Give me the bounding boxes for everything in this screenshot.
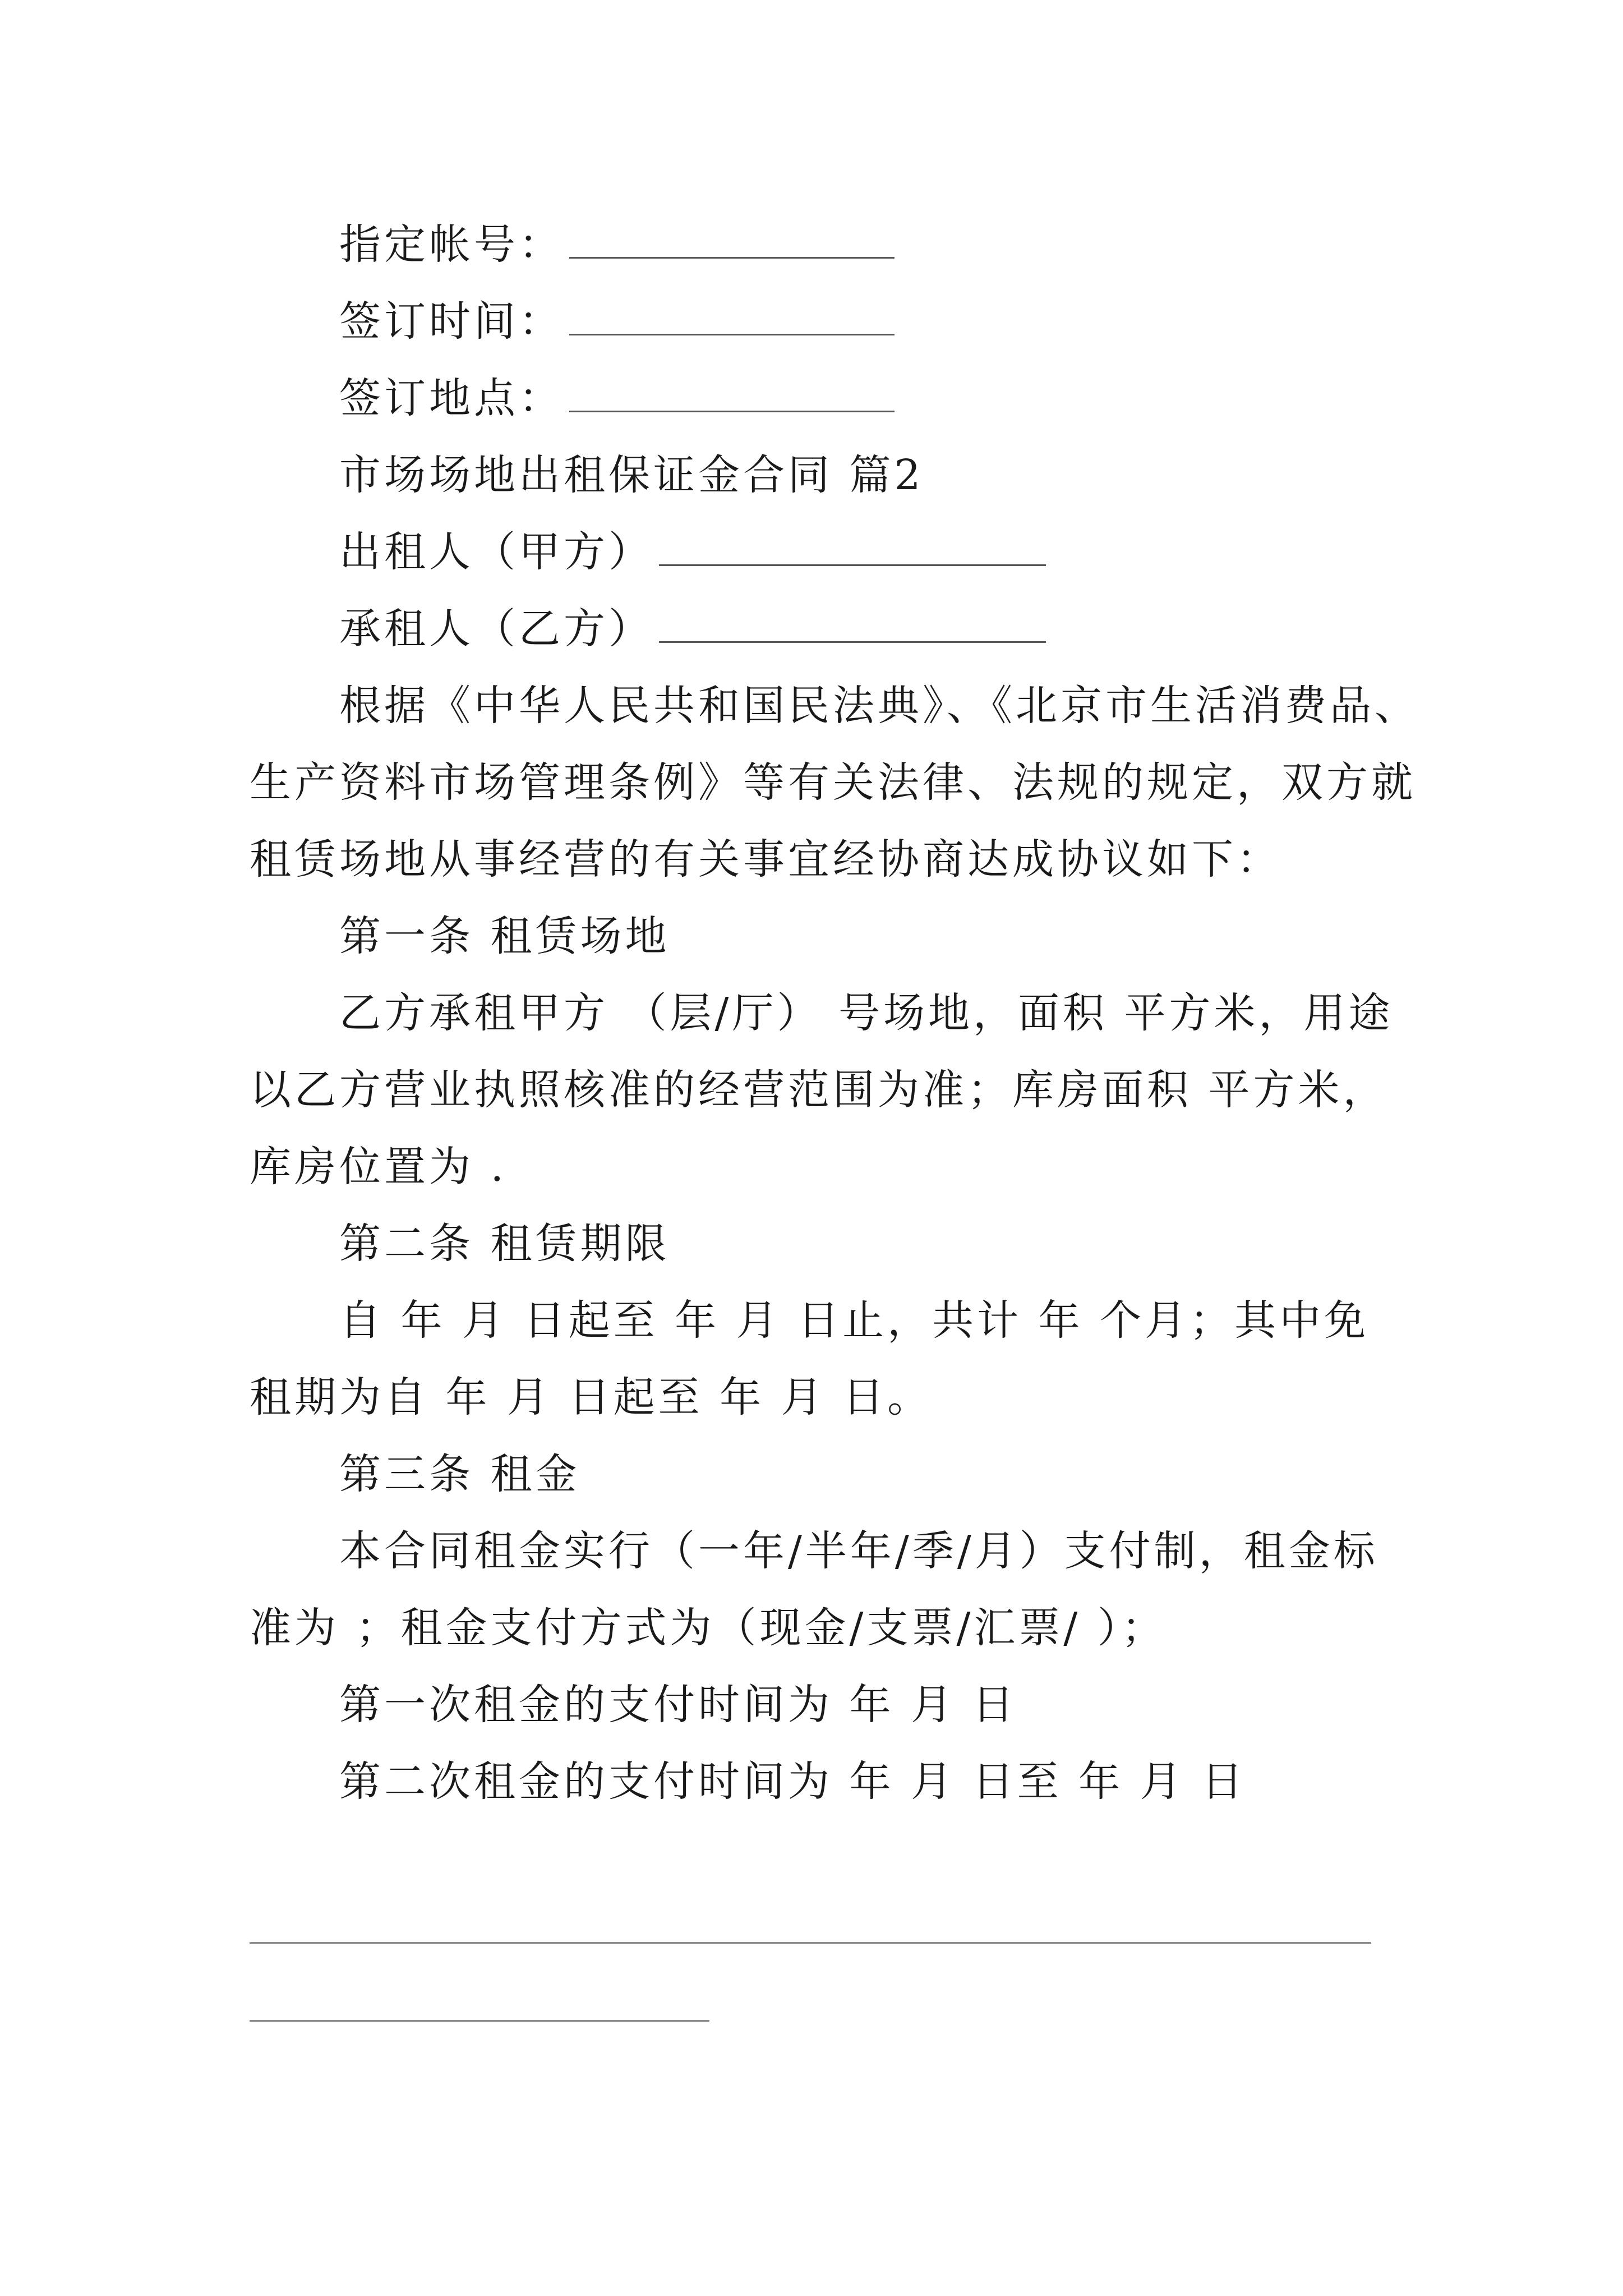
article-1-line-2: 以乙方营业执照核准的经营范围为准；库房面积 平方米， [250,1066,1388,1114]
article-2-heading: 第二条 租赁期限 [339,1220,670,1268]
signing-time-label: 签订时间： [339,297,564,346]
signing-time-blank [569,301,895,335]
article-3-line-1: 本合同租金实行（一年/半年/季/月）支付制，租金标 [339,1527,1378,1575]
signing-place-blank [569,378,895,412]
article-3-heading: 第三条 租金 [339,1450,580,1498]
signing-time-field [339,293,895,349]
lessee-field [339,601,1046,657]
footer-rule-long [250,1942,1371,1944]
article-1-line-3: 库房位置为 . [250,1143,508,1191]
lessee-label: 承租人（乙方） [339,605,653,653]
signing-place-field [339,370,895,426]
lessor-label: 出租人（甲方） [339,528,653,576]
lessor-field [339,524,1046,580]
article-3-line-4: 第二次租金的支付时间为 年 月 日至 年 月 日 [339,1757,1247,1806]
article-1-heading: 第一条 租赁场地 [339,912,670,960]
article-3-line-3: 第一次租金的支付时间为 年 月 日 [339,1681,1017,1729]
article-1-line-1: 乙方承租甲方 （层/厅） 号场地，面积 平方米，用途 [339,989,1394,1037]
intro-line-2: 生产资料市场管理条例》等有关法律、法规的规定，双方就 [250,758,1416,807]
signing-place-label: 签订地点： [339,374,564,422]
intro-line-3: 租赁场地从事经营的有关事宜经协商达成协议如下： [250,835,1281,884]
intro-line-1: 根据《中华人民共和国民法典》、《北京市生活消费品、 [339,682,1419,730]
lessor-blank [659,532,1046,566]
designated-account-field [339,217,895,273]
lessee-blank [659,609,1046,643]
contract-title: 市场场地出租保证金合同 篇2 [339,451,924,499]
footer-rule-short [250,2020,709,2022]
article-2-line-2: 租期为自 年 月 日起至 年 月 日。 [250,1373,933,1421]
article-3-line-2: 准为 ；租金支付方式为（现金/支票/汇票/ ）； [250,1604,1166,1652]
article-2-line-1: 自 年 月 日起至 年 月 日止，共计 年 个月；其中免 [339,1296,1370,1345]
designated-account-blank [569,224,895,259]
designated-account-label: 指定帐号： [339,220,564,269]
